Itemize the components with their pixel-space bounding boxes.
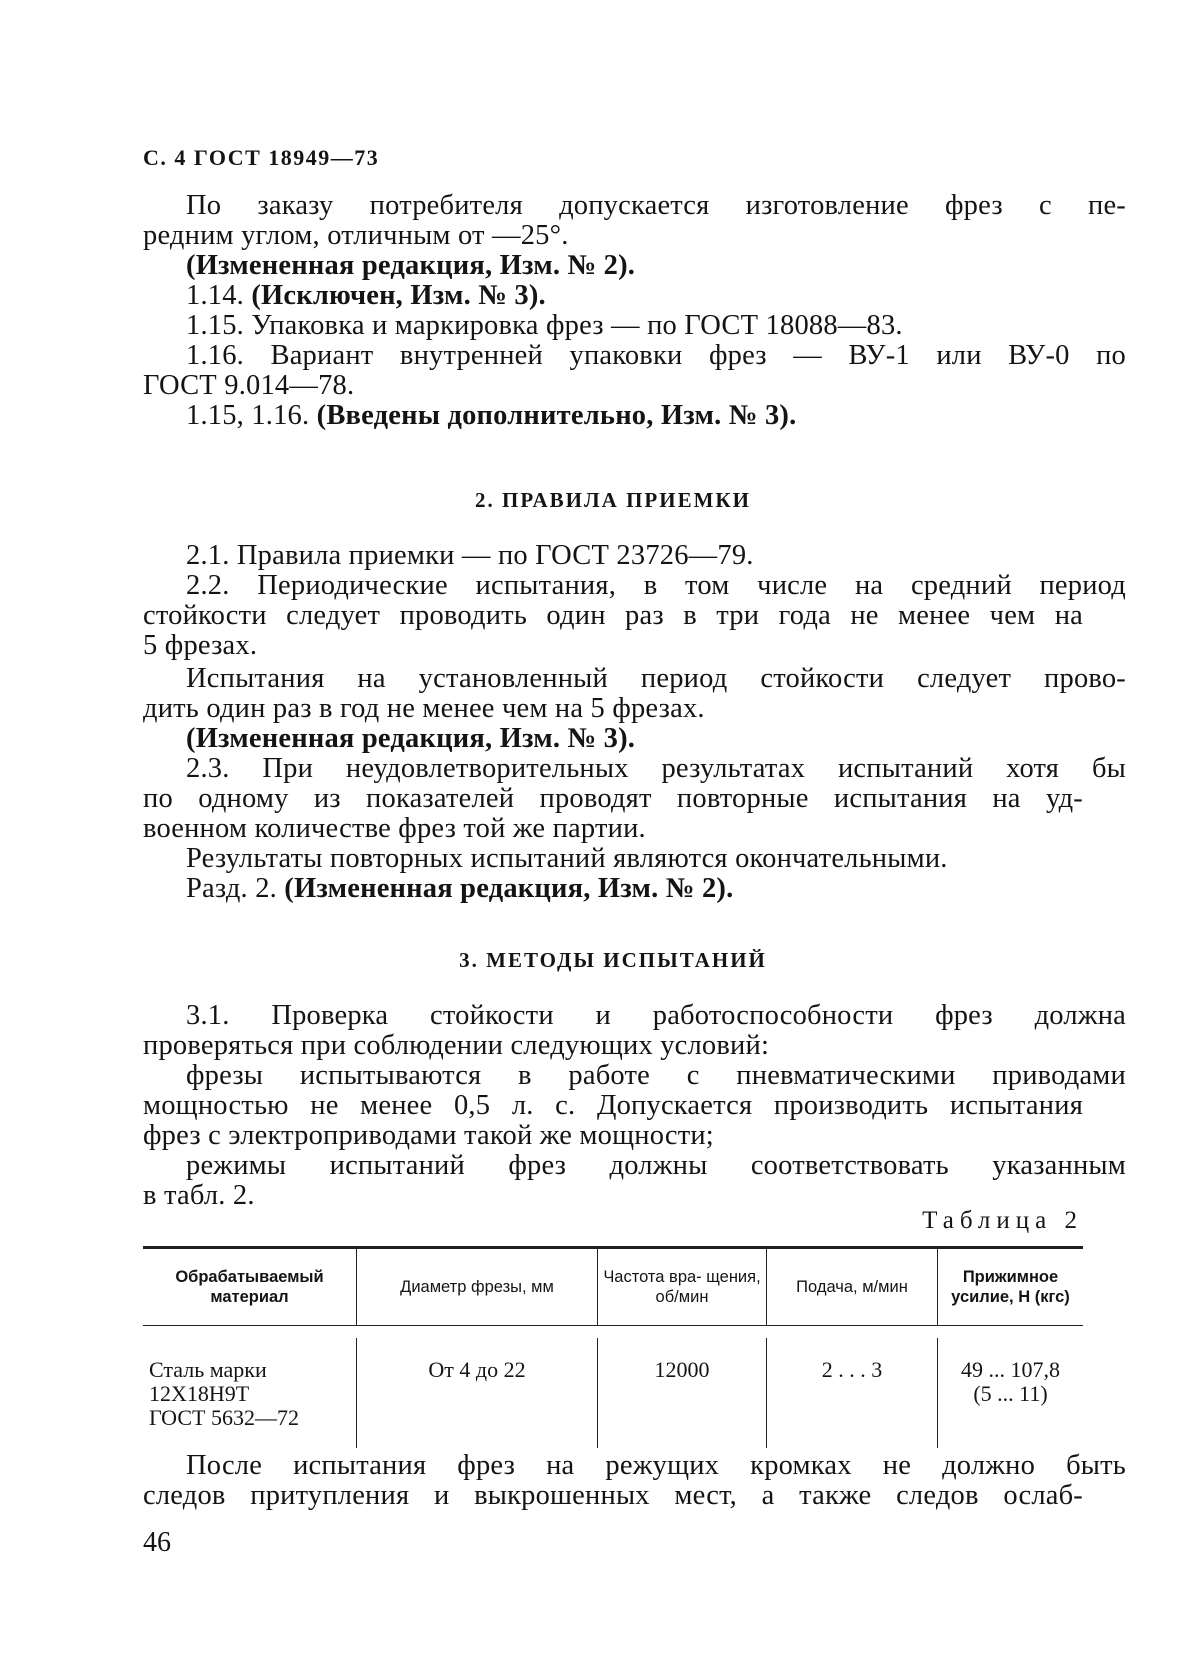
clause-3-1-line-1: 3.1. Проверка стойкости и работоспособности фрез должна [186,1000,1126,1031]
clause-2-2b-line-1: Испытания на установленный период стойкости следует прово- [186,663,1126,694]
force-kgf: (5 ... 11) [973,1380,1048,1406]
clause-2-3-line-2: по одному из показателей проводят повторные испытания на уд- [143,783,1083,814]
section-ref: Разд. 2. [186,873,277,904]
amendment-note: (Измененная редакция, Изм. № 3). [186,723,636,754]
cell-material [143,1338,357,1448]
running-header: С. 4 ГОСТ 18949—73 [143,145,380,170]
amendment-note: (Исключен, Изм. № 3). [251,280,546,311]
cell-feed: 2 . . . 3 [767,1338,938,1448]
cell-force [938,1338,1084,1448]
clause-2-3-line-3: военном количестве фрез той же партии. [143,813,646,844]
material-line: 12Х18Н9Т [149,1380,250,1406]
clause-1-15: 1.15. Упаковка и маркировка фрез — по ГОСТ 18088—83. [186,310,903,341]
clause-3-1b-line-3: фрез с электроприводами такой же мощности; [143,1120,714,1151]
clause-1-16-line-1: 1.16. Вариант внутренней упаковки фрез — ВУ-1 или ВУ-0 по [186,340,1126,371]
amendment-note: (Введены дополнительно, Изм. № 3). [316,400,797,431]
clause-3-1b-line-1: фрезы испытываются в работе с пневматическими приводами [186,1060,1126,1091]
clause-1-16-line-2: ГОСТ 9.014—78. [143,370,355,401]
clause-number: 1.14. [186,280,244,311]
table-caption: Таблица 2 [922,1207,1083,1234]
after-table-line-2: следов притупления и выкрошенных мест, а также следов ослаб- [143,1480,1083,1511]
clause-2-2b-line-2: дить один раз в год не менее чем на 5 фрезах. [143,693,705,724]
page-number: 46 [143,1527,171,1558]
clause-2-1: 2.1. Правила приемки — по ГОСТ 23726—79. [186,540,754,571]
clause-1-15-1-16 [186,400,1126,432]
table-header-row [143,1248,1083,1326]
clause-2-3b: Результаты повторных испытаний являются окончательными. [186,843,948,874]
header-rpm: Частота вра- щения, об/мин [598,1248,767,1326]
clause-number: 1.15, 1.16. [186,400,310,431]
table-row [143,1338,1083,1448]
material-line: Сталь марки [149,1356,267,1382]
cell-rpm: 12000 [598,1338,767,1448]
header-force: Прижимное усилие, Н (кгс) [938,1248,1084,1326]
clause-3-1b-line-2: мощностью не менее 0,5 л. с. Допускается производить испытания [143,1090,1083,1121]
clause-2-2-line-2: стойкости следует проводить один раз в три года не менее чем на [143,600,1083,631]
material-line: ГОСТ 5632—72 [149,1404,299,1430]
clause-2-3-line-1: 2.3. При неудовлетворительных результатах испытаний хотя бы [186,753,1126,784]
test-modes-table [143,1246,1083,1448]
amendment-note: (Измененная редакция, Изм. № 2). [186,250,636,281]
force-newton: 49 ... 107,8 [961,1356,1060,1382]
section-2-amendment [186,873,1126,905]
amendment-note: (Измененная редакция, Изм. № 2). [284,873,734,904]
header-feed: Подача, м/мин [767,1248,938,1326]
cell-diameter: От 4 до 22 [357,1338,598,1448]
clause-3-1c-line-1: режимы испытаний фрез должны соответствовать указанным [186,1150,1126,1181]
section-3-title: 3. МЕТОДЫ ИСПЫТАНИЙ [459,948,767,972]
header-diameter: Диаметр фрезы, мм [357,1248,598,1326]
clause-2-2-line-3: 5 фрезах. [143,630,258,661]
header-material: Обрабатываемый материал [175,1268,324,1306]
clause-2-2-line-1: 2.2. Периодические испытания, в том числе на средний период [186,570,1126,601]
clause-1-14 [186,280,1126,312]
section-2-title: 2. ПРАВИЛА ПРИЕМКИ [475,488,751,512]
intro-line-2: редним углом, отличным от —25°. [143,220,569,251]
clause-3-1-line-2: проверяться при соблюдении следующих условий: [143,1030,770,1061]
after-table-line-1: После испытания фрез на режущих кромках не должно быть [186,1450,1126,1481]
clause-3-1c-line-2: в табл. 2. [143,1180,255,1211]
intro-line-1: По заказу потребителя допускается изготовление фрез с пе- [186,190,1126,221]
